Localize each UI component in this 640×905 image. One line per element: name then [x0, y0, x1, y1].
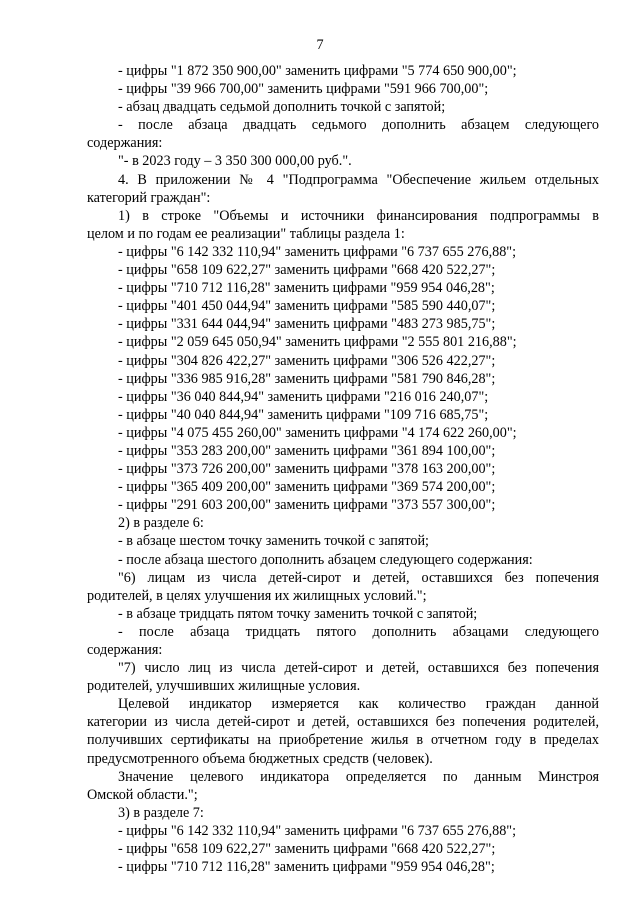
text-line: родителей, в целях улучшения их жилищных условий."; [87, 587, 427, 604]
text-line: - цифры "6 142 332 110,94" заменить цифрами "6 737 655 276,88"; [118, 243, 517, 260]
text-line: целом и по годам ее реализации" таблицы раздела 1: [87, 225, 405, 242]
text-line: - в абзаце тридцать пятом точку заменить точкой с запятой; [118, 605, 478, 622]
page-number: 7 [316, 37, 324, 53]
text-line: - цифры "40 040 844,94" заменить цифрами "109 716 685,75"; [118, 406, 489, 423]
text-line: - цифры "2 059 645 050,94" заменить цифрами "2 555 801 216,88"; [118, 334, 517, 351]
text-line: - цифры "710 712 116,28" заменить цифрами "959 954 046,28"; [118, 859, 495, 876]
text-line: - абзац двадцать седьмой дополнить точкой с запятой; [118, 99, 446, 116]
document-body [87, 62, 599, 876]
text-line: содержания: [87, 642, 163, 658]
text-line: Омской области."; [87, 786, 198, 803]
text-line: - цифры "401 450 044,94" заменить цифрами "585 590 440,07"; [118, 298, 496, 315]
text-line: - цифры "36 040 844,94" заменить цифрами "216 016 240,07"; [118, 388, 489, 405]
text-line: "- в 2023 году – 3 350 300 000,00 руб.". [118, 153, 352, 170]
text-line: - после абзаца двадцать седьмого дополнить абзацем следующего [118, 117, 599, 134]
text-line: - в абзаце шестом точку заменить точкой с запятой; [118, 533, 429, 550]
text-line: - цифры "373 726 200,00" заменить цифрами "378 163 200,00"; [118, 461, 496, 478]
text-line: - цифры "710 712 116,28" заменить цифрами "959 954 046,28"; [118, 280, 495, 297]
text-line: - цифры "1 872 350 900,00" заменить цифрами "5 774 650 900,00"; [118, 63, 517, 79]
text-line: - цифры "6 142 332 110,94" заменить цифрами "6 737 655 276,88"; [118, 822, 517, 839]
text-line: - цифры "291 603 200,00" заменить цифрами "373 557 300,00"; [118, 497, 496, 514]
text-line: "6) лицам из числа детей-сирот и детей, оставшихся без попечения [118, 569, 599, 586]
text-line: - после абзаца тридцать пятого дополнить абзацами следующего [118, 623, 599, 640]
text-line: 4. В приложении № 4 "Подпрограмма "Обеспечение жильем отдельных [118, 171, 599, 188]
text-line: - цифры "336 985 916,28" заменить цифрами "581 790 846,28"; [118, 370, 496, 387]
text-line: категории из числа детей-сирот и детей, оставшихся без попечения родителей, [87, 714, 599, 731]
text-line: - цифры "304 826 422,27" заменить цифрами "306 526 422,27"; [118, 352, 496, 369]
text-line: "7) число лиц из числа детей-сирот и детей, оставшихся без попечения [118, 660, 599, 677]
text-line: - цифры "365 409 200,00" заменить цифрами "369 574 200,00"; [118, 479, 496, 496]
text-line: - цифры "39 966 700,00" заменить цифрами "591 966 700,00"; [118, 81, 489, 98]
text-line: получивших сертификаты на приобретение жилья в отчетном году в пределах [87, 732, 599, 749]
text-line: Целевой индикатор измеряется как количество граждан данной [118, 696, 599, 713]
text-line: содержания: [87, 135, 163, 152]
text-line: - цифры "4 075 455 260,00" заменить цифрами "4 174 622 260,00"; [118, 424, 517, 441]
text-line: 3) в разделе 7: [118, 804, 204, 821]
text-line: - цифры "353 283 200,00" заменить цифрами "361 894 100,00"; [118, 442, 496, 459]
text-line: предусмотренного объема бюджетных средств (человек). [87, 750, 433, 767]
text-line: категорий граждан": [87, 189, 211, 206]
text-line: 1) в строке "Объемы и источники финансирования подпрограммы в [118, 207, 599, 224]
text-line: - цифры "658 109 622,27" заменить цифрами "668 420 522,27"; [118, 262, 496, 279]
text-line: Значение целевого индикатора определяется по данным Минстроя [118, 768, 599, 785]
text-line: 2) в разделе 6: [118, 515, 204, 532]
text-line: - цифры "658 109 622,27" заменить цифрами "668 420 522,27"; [118, 841, 496, 858]
text-line: - цифры "331 644 044,94" заменить цифрами "483 273 985,75"; [118, 316, 496, 333]
text-line: родителей, улучшивших жилищные условия. [87, 678, 361, 695]
text-line: - после абзаца шестого дополнить абзацем следующего содержания: [118, 551, 533, 568]
